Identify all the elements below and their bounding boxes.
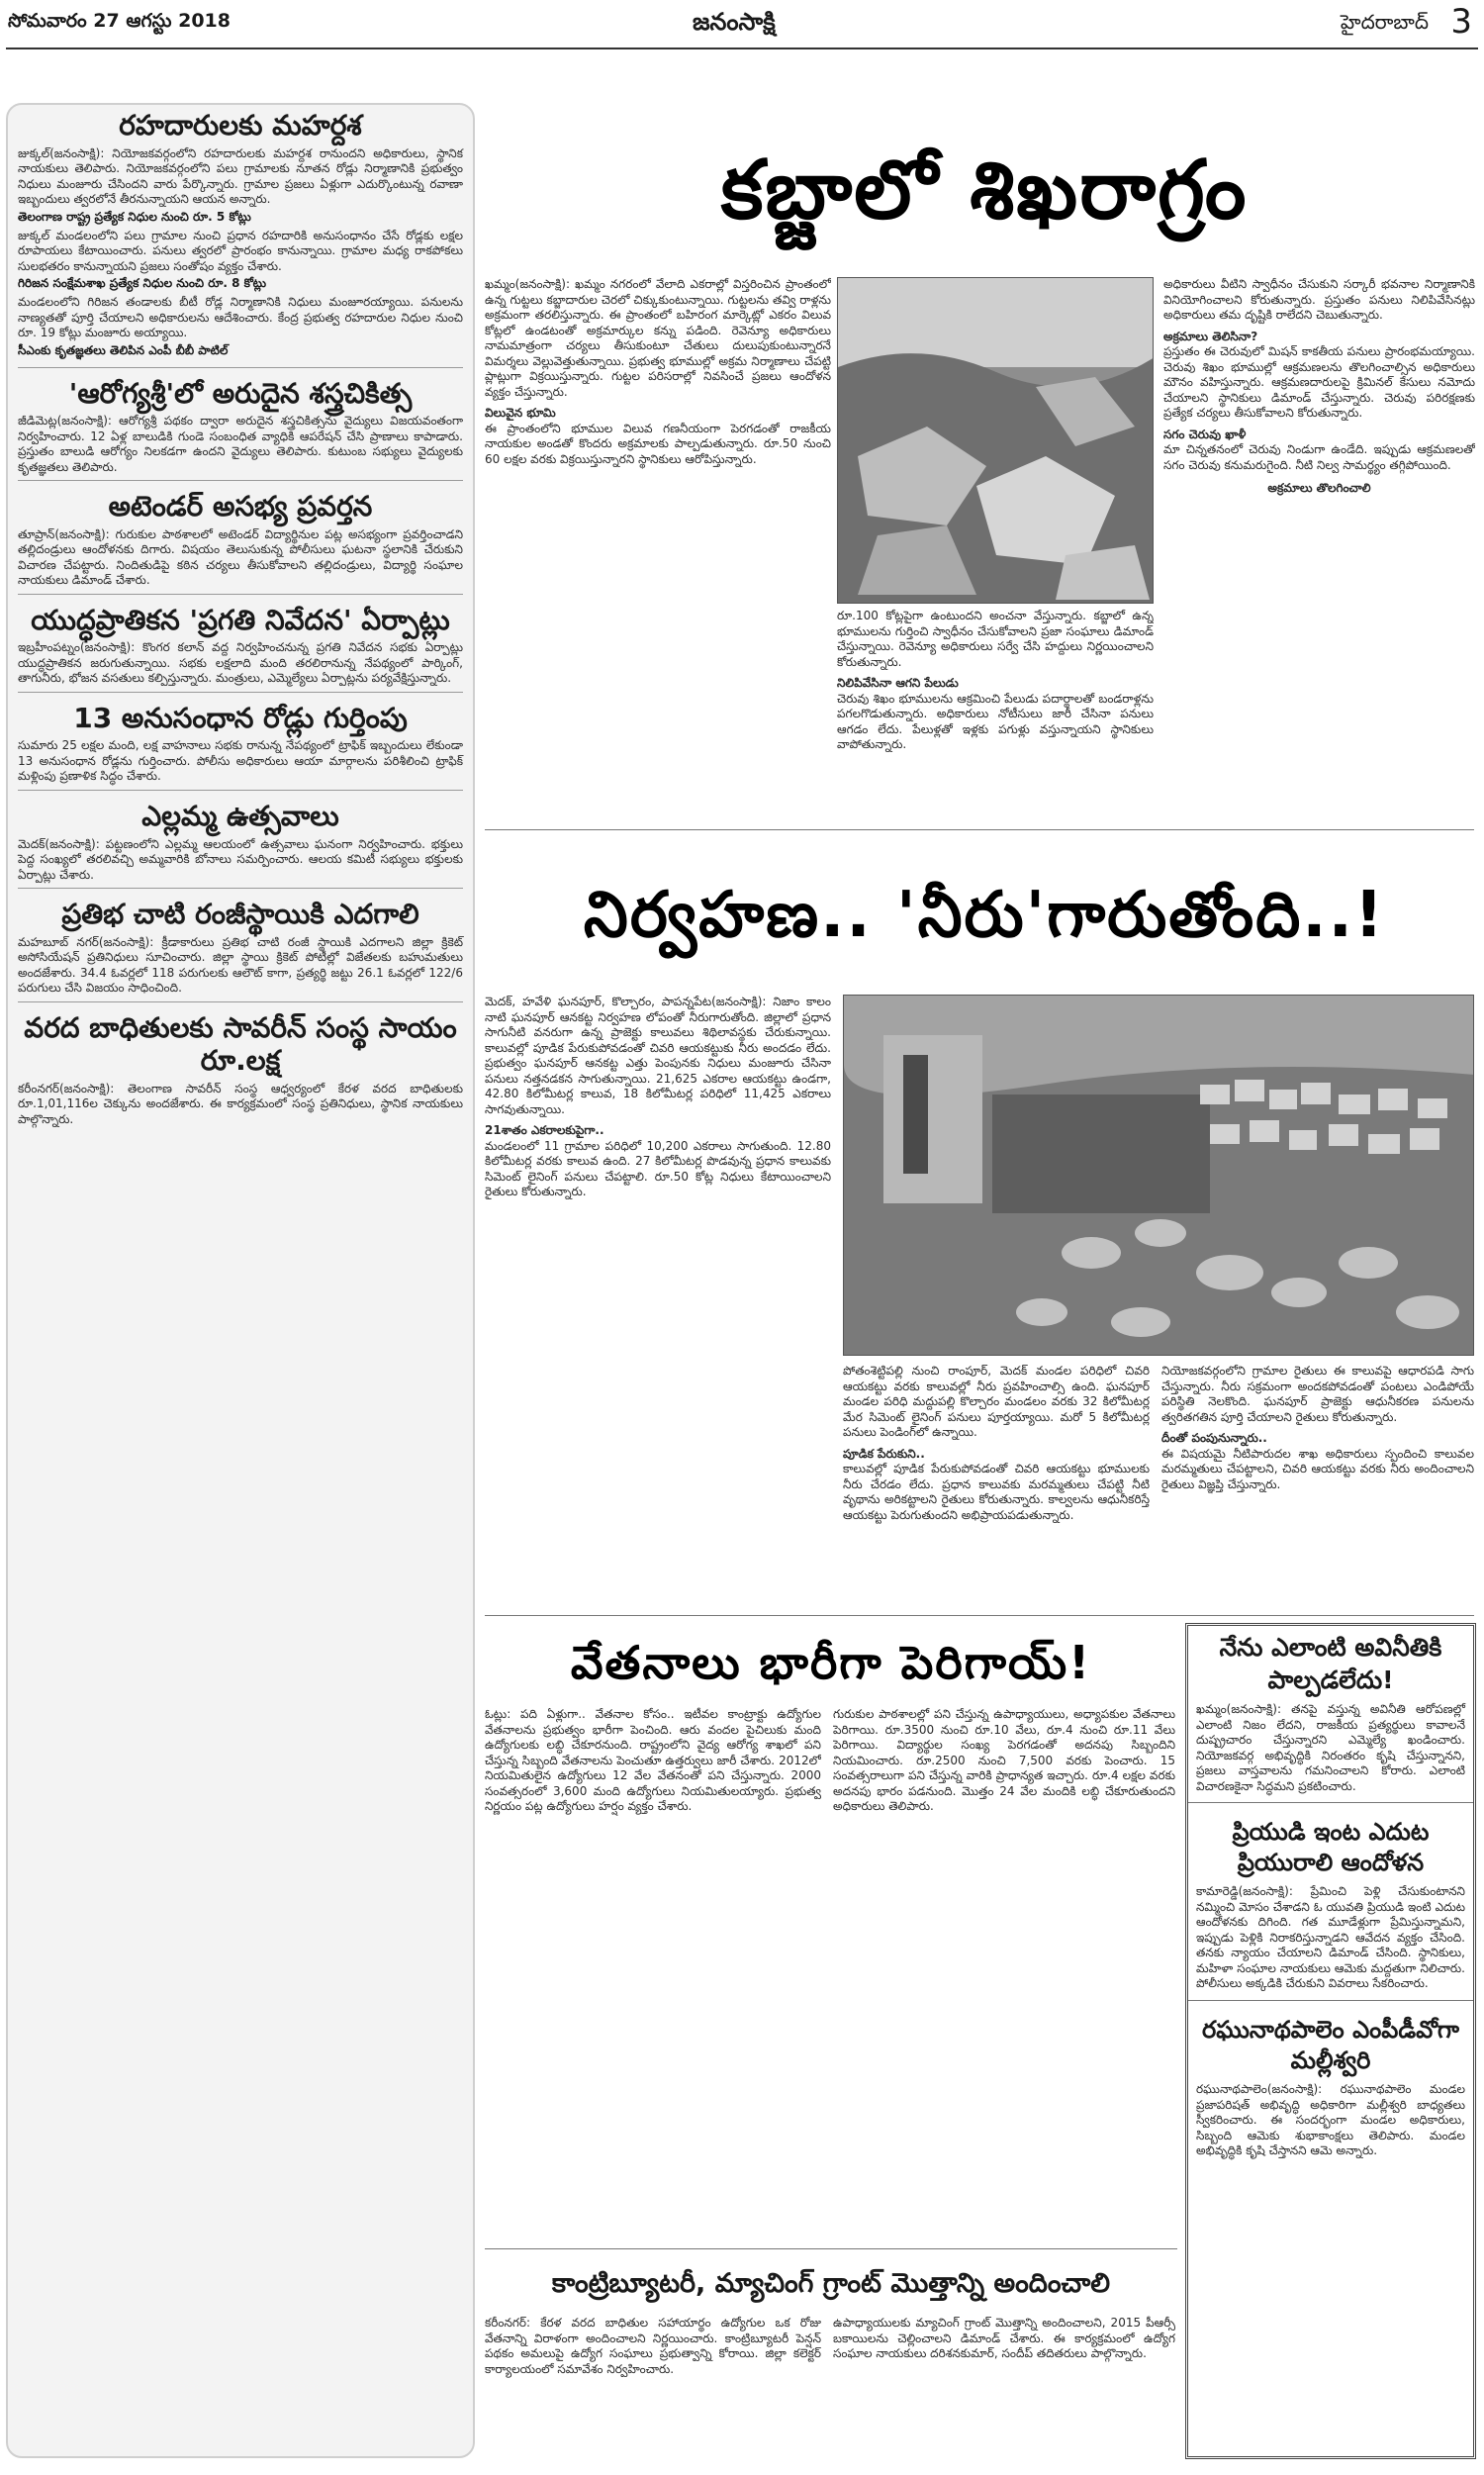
roads-subhead-2: గిరిజన సంక్షేమశాఖ ప్రత్యేక నిధుల నుంచి రూ. 8 కోట్లు — [18, 276, 266, 291]
divider — [18, 594, 463, 595]
mpdo-headline: రఘునాథపాలెం ఎంపీడీవోగా మల్లీశ్వరి — [1201, 2015, 1460, 2075]
issue-date: సోమవారం 27 ఆగస్టు 2018 — [8, 10, 231, 32]
canal-col-3 — [1161, 1364, 1474, 1609]
broken-canal-image — [844, 996, 1474, 1356]
encroachment-text-2: రూ.100 కోట్లపైగా ఉంటుందని అంచనా వేస్తున్నారు. కబ్జాలో ఉన్న భూములను గుర్తించి స్వాధీనం చేసుకోవాలని ప్రజా సంఘాలు డిమాండ్ చేస్తున్నాయి. రెవెన్యూ అధికారులు సర్వే చేసి హద్దులు నిర్ణయించాలని కోరుతున్నారు. — [837, 609, 1154, 669]
canal-photo — [843, 995, 1474, 1356]
mpdo-body: రఘునాథపాలెం(జనంసాక్షి): రఘునాథపాలెం మండల ప్రజాపరిషత్ అభివృద్ధి అధికారిగా మల్లీశ్వరి బాధ్యతలు స్వీకరించారు. ఈ సందర్భంగా మండల అధికారులు, సిబ్బంది ఆమెకు శుభాకాంక్షలు తెలిపారు. మండల అభివృద్ధికి కృషి చేస్తానని ఆమె అన్నారు. — [1196, 2082, 1465, 2158]
flood-headline: వరద బాధితులకు సావరీన్ సంస్థ సాయం రూ.లక్ష — [24, 1010, 457, 1078]
encroachment-col-3 — [1163, 277, 1475, 816]
health-body: జీడిమెట్ల(జనంసాక్షి): ఆరోగ్యశ్రీ పథకం ద్వారా అరుదైన శస్త్రచికిత్సను వైద్యులు విజయవంతంగా నిర్వహించారు. 12 ఏళ్ల బాలుడికి గుండె సంబంధిత వ్యాధికి ఆపరేషన్ చేసి ప్రాణాలు కాపాడారు. ప్రస్తుతం బాలుడి ఆరోగ్యం నిలకడగా ఉందని వైద్యులు తెలిపారు. కుటుంబ సభ్యులు వైద్యులకు కృతజ్ఞతలు తెలిపారు. — [18, 414, 463, 474]
canal-subhead-3: దీంతో పంపునున్నారు.. — [1161, 1431, 1267, 1445]
canal-text-1b: మండలంలో 11 గ్రామాల పరిధిలో 10,200 ఎకరాలు సాగుతుంది. 12.80 కిలోమీటర్ల వరకు కాలువ ఉంది. 27 కిలోమీటర్ల పొడవున్న ప్రధాన కాలువకు సిమెంట్ లైనింగ్ పనులు చేపట్టాలి. రూ.50 కోట్ల నిధులు కేటాయించాలని రైతులు కోరుతున్నారు. — [485, 1138, 831, 1198]
links-body: సుమారు 25 లక్షల మంది, లక్ష వాహనాలు సభకు రానున్న నేపథ్యంలో ట్రాఫిక్ ఇబ్బందులు లేకుండా 13 అనుసంధాన రోడ్లను గుర్తించారు. పోలీసు అధికారులు ఆయా మార్గాలను పరిశీలించి ట్రాఫిక్ మళ్లింపు ప్రణాళిక సిద్ధం చేశారు. — [18, 738, 463, 784]
contributory-col-1: కరీంనగర్: కేరళ వరద బాధితుల సహాయార్థం ఉద్యోగుల ఒక రోజు వేతనాన్ని విరాళంగా అందించాలని నిర్ణయించారు. కాంట్రిబ్యూటరీ పెన్షన్ పథకం అమలుపై ఉద్యోగ సంఘాలు ప్రభుత్వాన్ని కోరాయి. జిల్లా కలెక్టర్ కార్యాలయంలో సమావేశం నిర్వహించారు. — [485, 2316, 821, 2376]
section-divider — [485, 1615, 1474, 1616]
canal-text-3: నియోజకవర్గంలోని గ్రామాల రైతులు ఈ కాలువపై ఆధారపడి సాగు చేస్తున్నారు. నీరు సక్రమంగా అందకపోవడంతో పంటలు ఎండిపోయే పరిస్థితి నెలకొంది. ఘనపూర్ ప్రాజెక్టు ఆధునీకరణ పనులను త్వరితగతిన పూర్తి చేయాలని రైతులు కోరుతున్నారు. — [1161, 1364, 1474, 1424]
encroachment-text-3c: మా చిన్నతనంలో చెరువు నిండుగా ఉండేది. ఇప్పుడు ఆక్రమణలతో సగం చెరువు కనుమరుగైంది. నీటి నిల్వ సామర్థ్యం తగ్గిపోయింది. — [1163, 442, 1475, 472]
canal-col-2 — [843, 1364, 1150, 1609]
protest-body: కామారెడ్డి(జనంసాక్షి): ప్రేమించి పెళ్లి చేసుకుంటానని నమ్మించి మోసం చేశాడని ఓ యువతి ప్రియుడి ఇంటి ఎదుట ఆందోళనకు దిగింది. గత మూడేళ్లుగా ప్రేమిస్తున్నామని, ఇప్పుడు పెళ్లికి నిరాకరిస్తున్నాడని ఆవేదన వ్యక్తం చేసింది. తనకు న్యాయం చేయాలని డిమాండ్ చేసింది. స్థానికులు, మహిళా సంఘాల నాయకులు ఆమెకు మద్దతుగా నిలిచారు. పోలీసులు అక్కడికి చేరుకుని వివరాలు సేకరించారు. — [1196, 1884, 1465, 1991]
corruption-body: ఖమ్మం(జనంసాక్షి): తనపై వస్తున్న అవినీతి ఆరోపణల్లో ఎలాంటి నిజం లేదని, రాజకీయ ప్రత్యర్థులు కావాలనే దుష్ప్రచారం చేస్తున్నారని ఎమ్మెల్యే ఖండించారు. నియోజకవర్గ అభివృద్ధికి నిరంతరం కృషి చేస్తున్నానని, ప్రజలు వాస్తవాలను గమనించాలని కోరారు. ఎలాంటి విచారణకైనా సిద్ధమని ప్రకటించారు. — [1196, 1702, 1465, 1793]
protest-headline: ప్రియుడి ఇంట ఎదుట ప్రియురాలి ఆందోళన — [1232, 1818, 1430, 1877]
header-divider — [6, 48, 1478, 49]
section-divider — [485, 829, 1474, 830]
encroachment-text-3b: ప్రస్తుతం ఈ చెరువులో మిషన్ కాకతీయ పనులు ప్రారంభమయ్యాయి. చెరువు శిఖం భూముల్లో ఆక్రమణలను తొలగించాల్సిన అధికారులు మౌనం వహిస్తున్నారు. ఆక్రమణదారులపై క్రిమినల్ కేసులు నమోదు చేయాలని స్థానికులు డిమాండ్ చేస్తున్నారు. చెరువు పరిరక్షణకు ప్రత్యేక చర్యలు తీసుకోవాలని కోరుతున్నారు. — [1163, 344, 1475, 420]
roads-body-2: జుక్కల్ మండలంలోని పలు గ్రామాల నుంచి ప్రధాన రహదారికి అనుసంధానం చేసే రోడ్లకు లక్షల రూపాయలు కేటాయించారు. పనులు త్వరలో ప్రారంభం కానున్నాయి. గ్రామాల మధ్య రాకపోకలు సులభతరం కానున్నాయని ప్రజలు సంతోషం వ్యక్తం చేశారు. — [18, 228, 463, 273]
contributory-col-2: ఉపాధ్యాయులకు మ్యాచింగ్ గ్రాంట్ మొత్తాన్ని అందించాలని, 2015 పీఆర్సీ బకాయిలను చెల్లించాలని డిమాండ్ చేశారు. ఈ కార్యక్రమంలో ఉద్యోగ సంఘాల నాయకులు దరిశనకుమార్, సందీప్ తదితరులు పాల్గొన్నారు. — [833, 2316, 1175, 2360]
canal-text-3b: ఈ విషయమై నీటిపారుదల శాఖ అధికారులు స్పందించి కాలువల మరమ్మతులు చేపట్టాలని, చివరి ఆయకట్టు వరకు నీరు అందించాలని రైతులు విజ్ఞప్తి చేస్తున్నారు. — [1161, 1446, 1474, 1491]
yellamma-headline: ఎల్లమ్మ ఉత్సవాలు — [141, 799, 339, 832]
corruption-headline: నేను ఎలాంటి అవినీతికి పాల్పడలేదు! — [1219, 1633, 1442, 1694]
yellamma-body: మెదక్(జనంసాక్షి): పట్టణంలోని ఎల్లమ్మ ఆలయంలో ఉత్సవాలు ఘనంగా నిర్వహించారు. భక్తులు పెద్ద సంఖ్యలో తరలివచ్చి అమ్మవారికి బోనాలు సమర్పించారు. ఆలయ కమిటీ సభ్యులు భక్తులకు ఏర్పాట్లు చేశారు. — [18, 836, 463, 882]
divider — [18, 1001, 463, 1002]
roads-headline: రహదారులకు మహర్దశ — [119, 109, 362, 142]
roads-subhead-1: తెలంగాణ రాష్ట్ర ప్రత్యేక నిధుల నుంచి రూ. 5 కోట్లు — [18, 209, 251, 224]
attender-headline: అటెండర్ అసభ్య ప్రవర్తన — [108, 490, 373, 524]
pragathi-headline: యుద్ధప్రాతికన 'ప్రగతి నివేదన' ఏర్పాట్లు — [31, 603, 450, 636]
pragathi-body: ఇబ్రహీంపట్నం(జనంసాక్షి): కొంగర కలాన్ వద్ద నిర్వహించనున్న ప్రగతి నివేదన సభకు ఏర్పాట్లు యుద్ధప్రాతికన జరుగుతున్నాయి. సభకు లక్షలాది మంది తరలిరానున్న నేపథ్యంలో పార్కింగ్, తాగునీరు, భోజన వసతులు కల్పిస్తున్నారు. మంత్రులు, ఎమ్మెల్యేలు ఏర్పాట్లను పర్యవేక్షిస్తున్నారు. — [18, 640, 463, 686]
encroachment-text-2b: చెరువు శిఖం భూములను ఆక్రమించి పేలుడు పదార్థాలతో బండరాళ్లను పగలగొడుతున్నారు. అధికారులు నోటీసులు జారీ చేసినా పనులు ఆగడం లేదు. పేలుళ్లతో ఇళ్లకు పగుళ్లు వస్తున్నాయని స్థానికులు వాపోతున్నారు. — [837, 691, 1154, 751]
divider — [18, 888, 463, 889]
newspaper-logo: జనంసాక్షి — [693, 8, 776, 36]
right-boxed-column — [1185, 1623, 1476, 2459]
encroachment-caption: అక్రమాలు తొలగించాలి — [1267, 481, 1371, 495]
page-number: 3 — [1450, 2, 1472, 42]
page-header — [0, 0, 1484, 59]
canal-text-1: మెదక్, హవేళి ఘనపూర్, కొల్చారం, పాపన్నపేట(జనంసాక్షి): నిజాం కాలం నాటి ఘనపూర్ ఆనకట్ట నిర్వహణ లోపంతో నీరుగారుతోంది. జిల్లాలో ప్రధాన సాగునీటి వనరుగా ఉన్న ప్రాజెక్టు కాలువలు శిథిలావస్థకు చేరుకున్నాయి. కాలువల్లో పూడిక పేరుకుపోవడంతో చివరి ఆయకట్టుకు నీరు అందడం లేదు. ప్రభుత్వం ఘనపూర్ ఆనకట్ట ఎత్తు పెంపునకు నిధులు మంజూరు చేసినా పనులు నత్తనడకన సాగుతున్నాయి. 21,625 ఎకరాల ఆయకట్టు ఉండగా, 42.80 కిలోమీటర్ల కాలువ, 18 కిలోమీటర్ల పరిధిలో 11,425 ఎకరాలు సాగవుతున్నాయి. — [485, 995, 831, 1116]
encroachment-text-1: ఖమ్మం(జనంసాక్షి): ఖమ్మం నగరంలో వేలాది ఎకరాల్లో విస్తరించిన ప్రాంతంలో ఉన్న గుట్టలు కబ్జాదారుల చెరలో చిక్కుకుంటున్నాయి. గుట్టలను తవ్వి రాళ్లను అక్రమంగా తరలిస్తున్నారు. ఈ ప్రాంతంలో బహిరంగ మార్కెట్లో ఎకరం విలువ కోట్లలో ఉండటంతో అక్రమార్కుల కన్ను పడింది. రెవెన్యూ అధికారులు నామమాత్రంగా చర్యలు తీసుకుంటూ చేతులు దులుపుకుంటున్నారనే విమర్శలు వెల్లువెత్తుతున్నాయి. ప్రభుత్వ భూముల్లో అక్రమ నిర్మాణాలు చేపట్టి ప్లాట్లుగా విక్రయిస్తున్నారు. గుట్టల పరిసరాల్లో నివసించే ప్రజలు ఆందోళన వ్యక్తం చేస్తున్నారు. — [485, 277, 831, 399]
canal-subhead-2: పూడిక పేరుకుని.. — [843, 1446, 925, 1461]
salaries-col-2: గురుకుల పాఠశాలల్లో పని చేస్తున్న ఉపాధ్యాయులు, అధ్యాపకుల వేతనాలు పెరిగాయి. రూ.3500 నుంచి రూ.10 వేలు, రూ.4 నుంచి రూ.11 వేలు పెరిగాయి. విద్యార్థుల సంఖ్య పెరగడంతో అదనపు సిబ్బందిని నియమించారు. రూ.2500 నుంచి 7,500 వరకు పెంచారు. 15 సంవత్సరాలుగా పని చేస్తున్న వారికి ప్రాధాన్యత ఇచ్చారు. రూ.4 లక్షల వరకు అదనపు భారం పడనుంది. మొత్తం 24 వేల మందికి లబ్ధి చేకూరుతుందని అధికారులు తెలిపారు. — [833, 1707, 1175, 1813]
encroachment-subhead-2: నిలిపివేసినా ఆగని పేలుడు — [837, 676, 959, 690]
health-headline: 'ఆరోగ్యశ్రీ'లో అరుదైన శస్త్రచికిత్స — [68, 376, 413, 410]
attender-body: తూప్రాన్(జనంసాక్షి): గురుకుల పాఠశాలలో అటెండర్ విద్యార్థినుల పట్ల అసభ్యంగా ప్రవర్తించాడని తల్లిదండ్రులు ఆందోళనకు దిగారు. విషయం తెలుసుకున్న పోలీసులు ఘటనా స్థలానికి చేరుకుని విచారణ చేపట్టారు. నిందితుడిపై కఠిన చర్యలు తీసుకోవాలని తల్లిదండ్రులు, విద్యార్థి సంఘాల నాయకులు డిమాండ్ చేశారు. — [18, 526, 463, 588]
canal-headline: నిర్వహణ.. 'నీరు'గారుతోంది..! — [583, 879, 1386, 952]
divider — [1188, 1802, 1473, 1803]
canal-subhead-1: 21శాతం ఎకరాలకుపైగా.. — [485, 1123, 604, 1137]
encroachment-subhead-4: సగం చెరువు ఖాళీ — [1163, 427, 1247, 441]
cricket-body: మహబూబ్ నగర్(జనంసాక్షి): క్రీడాకారులు ప్రతిభ చాటి రంజీ స్థాయికి ఎదగాలని జిల్లా క్రికెట్ అసోసియేషన్ ప్రతినిధులు సూచించారు. జిల్లా స్థాయి క్రికెట్ పోటీల్లో విజేతలకు బహుమతులు అందజేశారు. 34.4 ఓవర్లలో 118 పరుగులకు ఆలౌట్ కాగా, ప్రత్యర్థి జట్టు 26.1 ఓవర్లలో 122/6 పరుగులు చేసి విజయం సాధించింది. — [18, 934, 463, 996]
salaries-col-1: ఓట్లు: పది ఏళ్లుగా.. వేతనాల కోసం.. ఇటీవల కాంట్రాక్టు ఉద్యోగుల వేతనాలను ప్రభుత్వం భారీగా పెంచింది. ఆరు వందల పైచిలుకు మంది ఉద్యోగులకు లబ్ధి చేకూరనుంది. రాష్ట్రంలోని వైద్య ఆరోగ్య శాఖలో పని చేస్తున్న సిబ్బంది వేతనాలను పెంచుతూ ఉత్తర్వులు జారీ చేశారు. 2012లో నియమితులైన ఉద్యోగులు 12 వేల వేతనంతో పని చేస్తున్నారు. 2000 సంవత్సరంలో 3,600 మంది ఉద్యోగులు నియమితులయ్యారు. ప్రభుత్వ నిర్ణయం పట్ల ఉద్యోగులు హర్షం వ్యక్తం చేశారు. — [485, 1707, 821, 1813]
divider — [18, 480, 463, 481]
encroachment-headline: కబ్జాలో శిఖరాగ్రం — [720, 143, 1249, 238]
divider — [18, 367, 463, 368]
encroachment-col-1 — [485, 277, 831, 816]
roads-body: జుక్కల్(జనంసాక్షి): నియోజకవర్గంలోని రహదారులకు మహర్దశ రానుందని అధికారులు, స్థానిక నాయకులు తెలిపారు. నియోజకవర్గంలోని పలు గ్రామాలకు నూతన రోడ్లు నిర్మాణానికి ప్రభుత్వం నిధులు మంజూరు చేసిందని వారు పేర్కొన్నారు. గ్రామాల ప్రజలు ఏళ్లుగా ఎదుర్కొంటున్న రవాణా ఇబ్బందులు త్వరలోనే తీరనున్నాయని ఆయన అన్నారు. — [18, 145, 463, 207]
cricket-headline: ప్రతిభ చాటి రంజీస్థాయికి ఎదగాలి — [61, 898, 419, 931]
divider — [1188, 2000, 1473, 2001]
rock-quarry-photo — [837, 277, 1154, 604]
divider — [18, 692, 463, 693]
links-headline: 13 అనుసంధాన రోడ్లు గుర్తింపు — [73, 701, 408, 734]
edition-city: హైదరాబాద్ — [1340, 10, 1429, 34]
encroachment-text-3: అధికారులు వీటిని స్వాధీనం చేసుకుని సర్కారీ భవనాల నిర్మాణానికి వినియోగించాలని కోరుతున్నారు. ప్రస్తుతం పనులు నిలిపివేసినట్లు అధికారులు తమ దృష్టికి రాలేదని చెబుతున్నారు. — [1163, 277, 1475, 322]
encroachment-text-1b: ఈ ప్రాంతంలోని భూముల విలువ గణనీయంగా పెరగడంతో రాజకీయ నాయకుల అండతో కొందరు అక్రమాలకు పాల్పడుతున్నారు. రూ.50 నుంచి 60 లక్షల వరకు విక్రయిస్తున్నారని స్థానికులు ఆరోపిస్తున్నారు. — [485, 421, 831, 466]
salaries-headline: వేతనాలు భారీగా పెరిగాయ్! — [570, 1636, 1092, 1689]
flood-body: కరీంనగర్(జనంసాక్షి): తెలంగాణ సావరీన్ సంస్థ ఆధ్వర్యంలో కేరళ వరద బాధితులకు రూ.1,01,116ల చెక్కును అందజేశారు. ఈ కార్యక్రమంలో సంస్థ ప్రతినిధులు, స్థానిక నాయకులు పాల్గొన్నారు. — [18, 1081, 463, 1126]
encroachment-subhead-3: అక్రమాలు తెలిసినా? — [1163, 329, 1258, 343]
contributory-headline: కాంట్రిబ్యూటరీ, మ్యాచింగ్ గ్రాంట్ మొత్తాన్ని అందించాలి — [551, 2268, 1111, 2299]
left-news-column — [6, 103, 475, 2458]
canal-col-1 — [485, 995, 831, 1608]
section-divider — [485, 2248, 1177, 2249]
canal-text-2: పోతంశెట్టిపల్లి నుంచి రాంపూర్, మెదక్ మండల పరిధిలో చివరి ఆయకట్టు వరకు కాలువల్లో నీరు ప్రవహించాల్సి ఉంది. ఘనపూర్ మండల పరిధి మద్దుపల్లి కొల్చారం మండలం వరకు 32 కిలోమీటర్ల మేర సిమెంట్ లైనింగ్ పనులు పూర్తయ్యాయి. మరో 5 కిలోమీటర్ల పనులు పెండింగ్‌లో ఉన్నాయి. — [843, 1364, 1150, 1439]
encroachment-col-2 — [837, 609, 1154, 816]
divider — [18, 790, 463, 791]
roads-body-3: మండలంలోని గిరిజన తండాలకు బీటీ రోడ్ల నిర్మాణానికి నిధులు మంజూరయ్యాయి. పనులను నాణ్యతతో పూర్తి చేయాలని అధికారులను ఆదేశించారు. కేంద్ర ప్రభుత్వ రహదారుల నిధుల నుంచి రూ. 19 కోట్లు మంజూరు అయ్యాయి. — [18, 295, 463, 340]
roads-subhead-3: సీఎంకు కృతజ్ఞతలు తెలిపిన ఎంపీ బీబీ పాటిల్ — [18, 342, 229, 357]
canal-text-2b: కాలువల్లో పూడిక పేరుకుపోవడంతో చివరి ఆయకట్టు భూములకు నీరు చేరడం లేదు. ప్రధాన కాలువకు మరమ్మతులు చేపట్టి నీటి వృథాను అరికట్టాలని రైతులు కోరుతున్నారు. కాల్వలను ఆధునీకరిస్తే ఆయకట్టు పెరుగుతుందని అభిప్రాయపడుతున్నారు. — [843, 1462, 1150, 1522]
rock-quarry-image — [838, 278, 1154, 604]
encroachment-subhead-1: విలువైన భూమి — [485, 406, 556, 420]
